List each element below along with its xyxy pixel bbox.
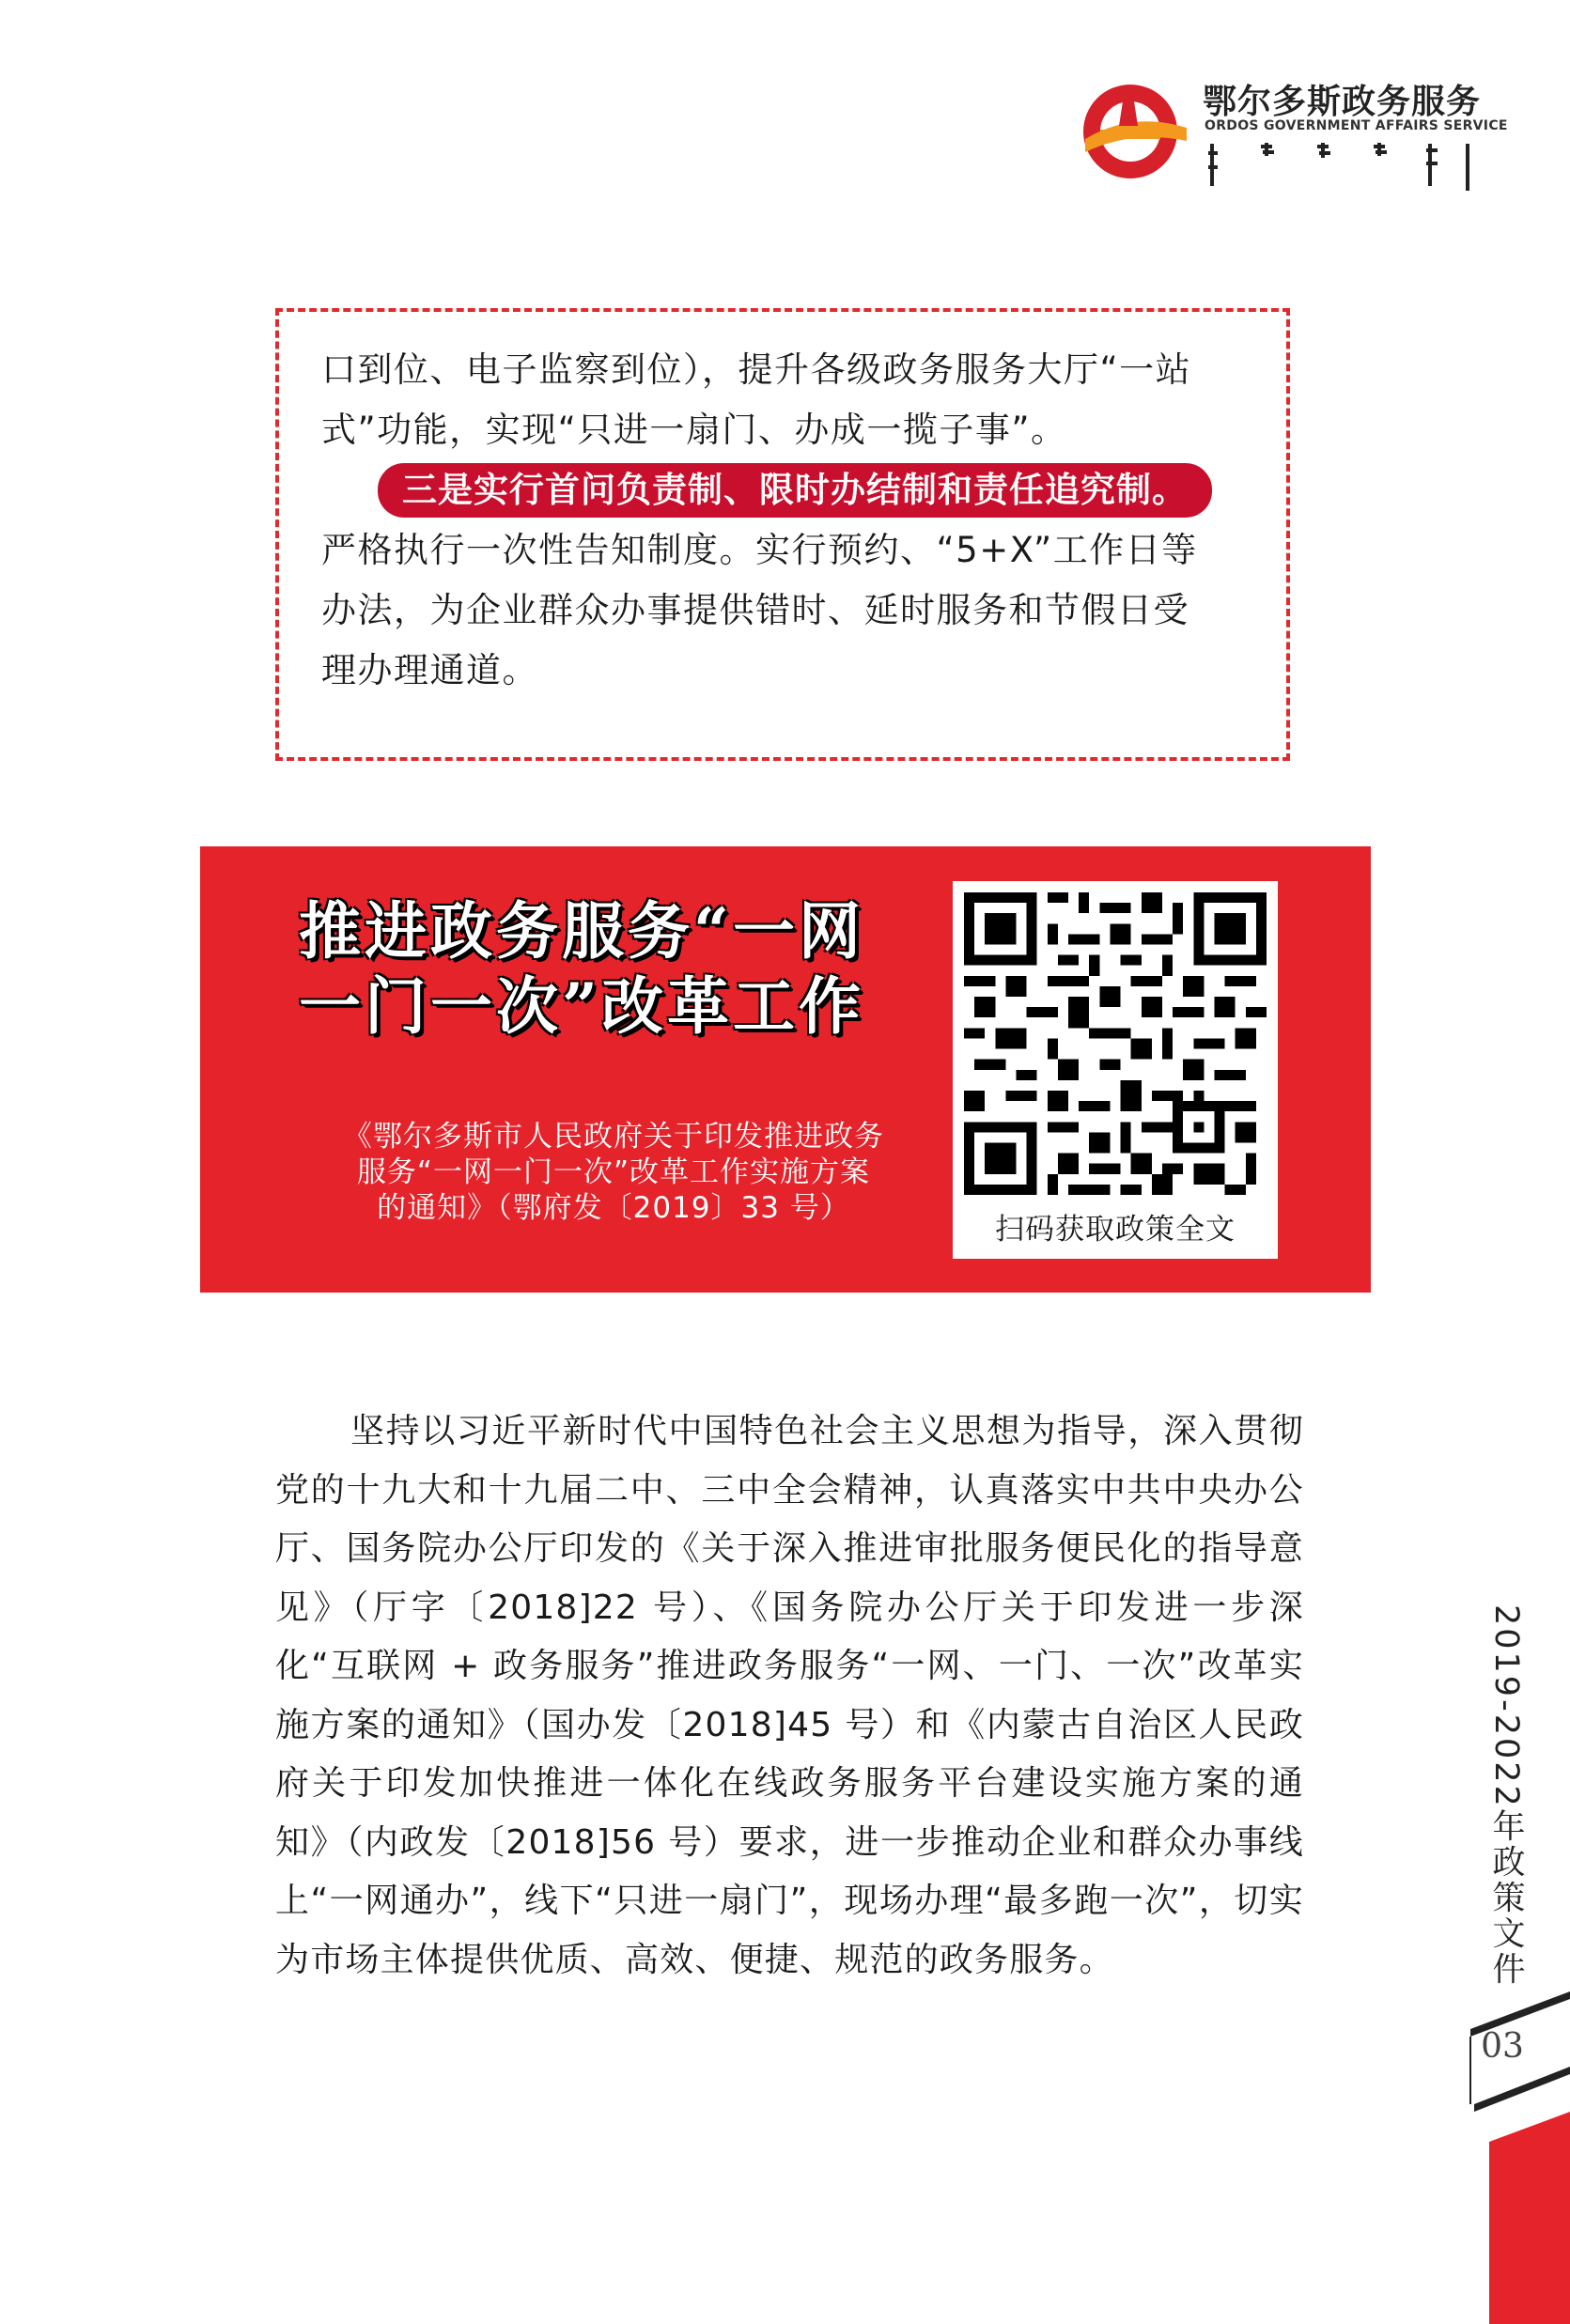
body-paragraph xyxy=(275,1402,1304,1990)
box-line-1: 口到位、电子监察到位），提升各级政务服务大厅“一站 xyxy=(321,349,1192,390)
body-text: 坚持以习近平新时代中国特色社会主义思想为指导，深入贯彻党的十九大和十九届二中、三中全会精神，认真落实中共中央办公厅、国务院办公厅印发的《关于深入推进审批服务便民化的指导意见》（厅字〔2018]22 号）、《国务院办公厅关于印发进一步深化“互联网 + 政务服务”推进政务服务“一网、一门、一次”改革实施方案的通知》（国办发〔2018]45 号）和《内蒙古自治区人民政府关于印发加快推进一体化在线政务服务平台建设实施方案的通知》（内政发〔2018]56 号）要求，进一步推动企业和群众办事线上“一网通办”，线下“只进一扇门”，现场办理“最多跑一次”，切实为市场主体提供优质、高效、便捷、规范的政务服务。 xyxy=(275,1412,1304,1979)
logo-emblem-icon xyxy=(1076,73,1189,186)
box-line-5: 理办理通道。 xyxy=(321,650,538,690)
mongolian-script-icon xyxy=(1205,139,1477,195)
side-title: 2019-2022年政策文件 xyxy=(1487,1604,1525,1988)
logo-subtitle: ORDOS GOVERNMENT AFFAIRS SERVICE xyxy=(1205,118,1508,133)
box-line-2: 式”功能，实现“只进一扇门、办成一揽子事”。 xyxy=(321,410,1067,450)
banner-title-line-1: 推进政务服务“一网 xyxy=(299,894,864,968)
policy-banner xyxy=(200,846,1371,1293)
logo-title: 鄂尔多斯政务服务 xyxy=(1203,83,1482,121)
dashed-text-box xyxy=(275,308,1290,761)
box-line-3: 严格执行一次性告知制度。实行预约、“5+X”工作日等 xyxy=(321,530,1198,570)
page-number: 03 xyxy=(1481,2027,1524,2066)
banner-subtitle xyxy=(294,1119,933,1226)
banner-title-line-2: 一门一次”改革工作 xyxy=(299,969,864,1043)
banner-sub-line-3: 的通知》（鄂府发〔2019〕33 号） xyxy=(377,1191,850,1225)
banner-title xyxy=(299,893,956,1044)
box-text xyxy=(321,340,1261,701)
box-line-4: 办法，为企业群众办事提供错时、延时服务和节假日受 xyxy=(321,590,1189,630)
banner-sub-line-1: 《鄂尔多斯市人民政府关于印发推进政务 xyxy=(343,1120,884,1154)
qr-label: 扫码获取政策全文 xyxy=(995,1213,1236,1247)
qr-code-icon[interactable] xyxy=(964,892,1267,1195)
highlight-pill: 三是实行首问负责制、限时办结制和责任追究制。 xyxy=(378,463,1212,518)
banner-sub-line-2: 服务“一网一门一次”改革工作实施方案 xyxy=(356,1155,871,1189)
qr-card[interactable] xyxy=(953,881,1278,1259)
ordos-logo xyxy=(1076,73,1508,205)
